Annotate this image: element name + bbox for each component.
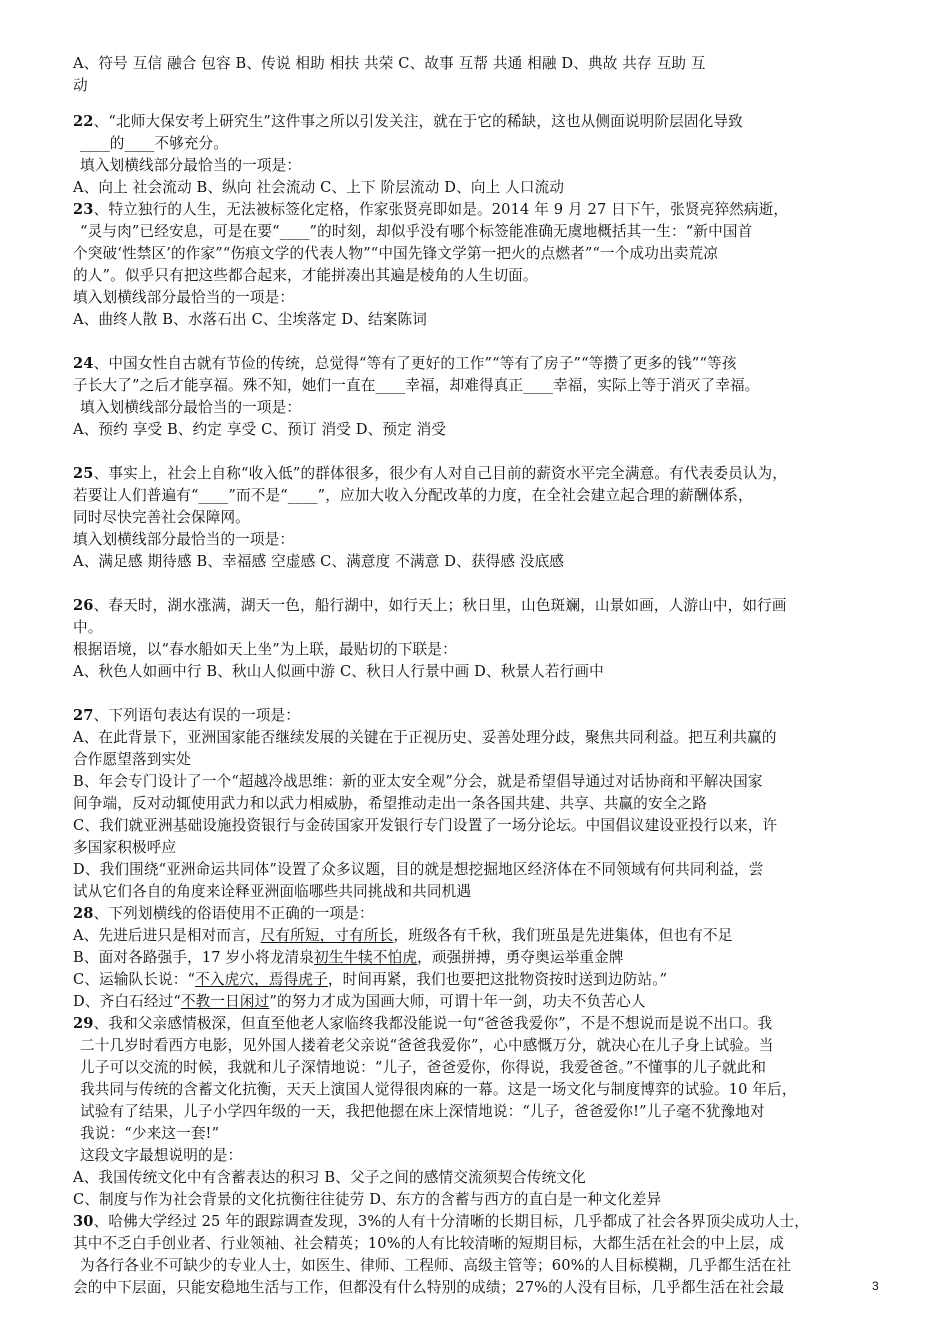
line-text: B、面对各路强手，17 岁小将龙清泉 — [73, 949, 314, 966]
text-line — [73, 1168, 586, 1188]
line-text: 、事实上，社会上自称“收入低”的群体很多，很少有人对自己目前的薪资水平完全满意。有代表委员认为， — [93, 465, 788, 482]
line-text: ____的____不够充分。 — [80, 135, 229, 152]
text-line — [73, 200, 788, 220]
text-line — [73, 178, 564, 198]
text-line — [73, 794, 707, 814]
text-line — [80, 134, 228, 154]
line-text: 这段文字最想说明的是： — [80, 1147, 243, 1164]
line-text: “灵与肉”已经安息，可是在要“____”的时刻，却似乎没有哪个标签能准确无虞地概括其一生：“新中国首 — [80, 223, 753, 240]
line-text: 、哈佛大学经过 25 年的跟踪调查发现，3%的人有十分清晰的长期目标，几乎都成了社会各界顶尖成功人士， — [93, 1213, 809, 1230]
text-line — [73, 244, 718, 264]
line-text: 多国家积极呼应 — [73, 839, 177, 856]
line-text: 的人”。似乎只有把这些都合起来，才能拼凑出其遍是棱角的人生切面。 — [73, 267, 538, 284]
text-line — [73, 1190, 661, 1210]
underlined-idiom: 初生牛犊不怕虎 — [313, 949, 418, 966]
text-line — [73, 1278, 784, 1298]
line-text: 其中不乏白手创业者、行业领袖、社会精英；10%的人有比较清晰的短期目标，大都生活在社会的中上层，成 — [73, 1235, 785, 1252]
text-line — [73, 354, 737, 374]
text-line — [73, 618, 103, 638]
line-text: ，顽强拼搏，勇夺奥运举重金牌 — [417, 949, 624, 966]
line-text: 会的中下层面，只能安稳地生活与工作，但都没有什么特别的成绩；27%的人没有目标，几乎都生活在社会最 — [73, 1279, 785, 1296]
line-text: 我说：“少来这一套!” — [80, 1125, 220, 1142]
line-text: 动 — [73, 77, 88, 94]
question-number: 26 — [73, 597, 94, 614]
text-line — [73, 464, 787, 484]
text-line — [73, 882, 471, 902]
text-line — [80, 1102, 765, 1122]
text-line — [80, 1080, 797, 1100]
line-text: A、曲终人散 B、水落石出 C、尘埃落定 D、结案陈词 — [73, 311, 427, 328]
text-line — [73, 948, 624, 968]
underlined-idiom: 尺有所短，寸有所长 — [260, 927, 394, 944]
line-text: 间争端，反对动辄使用武力和以武力相威胁，希望推动走出一条各国共建、共享、共赢的安全之路 — [73, 795, 707, 812]
line-text: 我共同与传统的含蓄文化抗衡，天天上演国人觉得很肉麻的一幕。这是一场文化与制度博弈的试验。10 年后， — [80, 1081, 797, 1098]
text-line — [73, 288, 294, 308]
line-text: 、春天时，湖水涨满，湖天一色，船行湖中，如行天上；秋日里，山色斑斓，山景如画，人游山中，如行画 — [93, 597, 787, 614]
text-line — [73, 640, 457, 660]
text-line — [73, 816, 777, 836]
text-line — [73, 310, 427, 330]
line-text: 、“北师大保安考上研究生”这件事之所以引发关注，就在于它的稀缺，这也从侧面说明阶层固化导致 — [93, 113, 743, 130]
text-line — [80, 156, 301, 176]
line-text: 填入划横线部分最恰当的一项是： — [73, 531, 295, 548]
question-number: 22 — [73, 113, 94, 130]
text-line — [80, 222, 752, 242]
line-text: 试验有了结果，儿子小学四年级的一天，我把他摁在床上深情地说：“儿子，爸爸爱你!”儿子毫不犹豫地对 — [80, 1103, 765, 1120]
text-line — [73, 838, 176, 858]
line-text: 若要让人们普遍有“____”而不是“____”，应加大收入分配改革的力度，在全社会建立起合理的薪酬体系， — [73, 487, 753, 504]
line-text: 试从它们各自的角度来诠释亚洲面临哪些共同挑战和共同机遇 — [73, 883, 472, 900]
line-text: 、特立独行的人生，无法被标签化定格，作家张贤亮即如是。2014 年 9 月 27 日下午，张贤亮猝然病逝， — [93, 201, 789, 218]
text-line — [73, 420, 446, 440]
line-text: A、我国传统文化中有含蓄表达的积习 B、父子之间的感情交流须契合传统文化 — [73, 1169, 586, 1186]
text-line — [80, 398, 301, 418]
line-text: 中。 — [73, 619, 103, 636]
question-number: 30 — [73, 1213, 94, 1230]
text-line — [73, 508, 250, 528]
text-line — [73, 772, 763, 792]
text-line — [73, 530, 294, 550]
text-line — [73, 1014, 772, 1034]
text-line — [73, 54, 706, 74]
line-text: A、满足感 期待感 B、幸福感 空虚感 C、满意度 不满意 D、获得感 没底感 — [73, 553, 565, 570]
line-text: A、向上 社会流动 B、纵向 社会流动 C、上下 阶层流动 D、向上 人口流动 — [73, 179, 565, 196]
page-number: 3 — [872, 1279, 879, 1293]
line-text: A、预约 享受 B、约定 享受 C、预订 消受 D、预定 消受 — [73, 421, 447, 438]
line-text: 同时尽快完善社会保障网。 — [73, 509, 250, 526]
text-line — [73, 662, 604, 682]
line-text: 、中国女性自古就有节俭的传统，总觉得“等有了更好的工作”“等有了房子”“等攒了更多的钱”“等孩 — [93, 355, 737, 372]
text-line — [73, 1234, 784, 1254]
line-text: A、符号 互信 融合 包容 B、传说 相助 相扶 共荣 C、故事 互帮 共通 相融 D、典故 共存 互助 互 — [73, 55, 706, 72]
text-line — [73, 112, 743, 132]
line-text: 、下列语句表达有误的一项是： — [93, 707, 301, 724]
line-text: A、秋色人如画中行 B、秋山人似画中游 C、秋日人行景中画 D、秋景人若行画中 — [73, 663, 604, 680]
text-line — [73, 926, 732, 946]
line-text: A、在此背景下，亚洲国家能否继续发展的关键在于正视历史、妥善处理分歧，聚焦共同利益。把互利共赢的 — [73, 729, 777, 746]
text-line — [80, 1058, 766, 1078]
question-number: 29 — [73, 1015, 94, 1032]
text-line — [73, 706, 300, 726]
line-text: 个突破‘性禁区’的作家”“伤痕文学的代表人物”“中国先锋文学第一把火的点燃者”“一个成功出卖荒凉 — [73, 245, 718, 262]
question-number: 23 — [73, 201, 94, 218]
line-text: 二十几岁时看西方电影，见外国人搂着老父亲说“爸爸我爱你”，心中感慨万分，就决心在儿子身上试验。当 — [80, 1037, 774, 1054]
line-text: 根据语境，以“春水船如天上坐”为上联，最贴切的下联是： — [73, 641, 457, 658]
question-number: 28 — [73, 905, 94, 922]
text-line — [73, 904, 374, 924]
text-line — [73, 992, 646, 1012]
text-line — [73, 596, 787, 616]
text-line — [73, 486, 753, 506]
line-text: C、制度与作为社会背景的文化抗衡往往徒劳 D、东方的含蓄与西方的直白是一种文化差异 — [73, 1191, 662, 1208]
line-text: 填入划横线部分最恰当的一项是： — [80, 399, 302, 416]
text-line — [73, 1212, 809, 1232]
line-text: 子长大了”之后才能享福。殊不知，她们一直在____幸福，却难得真正____幸福，实际上等于消灭了幸福。 — [73, 377, 760, 394]
line-text: 、我和父亲感情极深，但直至他老人家临终我都没能说一句“爸爸我爱你”，不是不想说而是说不出口。我 — [93, 1015, 773, 1032]
line-text: 填入划横线部分最恰当的一项是： — [73, 289, 295, 306]
line-text: C、运输队长说：“ — [73, 971, 196, 988]
line-text: C、我们就亚洲基础设施投资银行与金砖国家开发银行专门设置了一场分论坛。中国倡议建设亚投行以来，许 — [73, 817, 778, 834]
text-line — [80, 1124, 219, 1144]
question-number: 27 — [73, 707, 94, 724]
text-line — [73, 750, 191, 770]
underlined-idiom: 不入虎穴，焉得虎子 — [195, 971, 328, 988]
line-text: D、齐白石经过“ — [73, 993, 181, 1010]
question-number: 24 — [73, 355, 94, 372]
text-line — [73, 860, 764, 880]
line-text: 、下列划横线的俗语使用不正确的一项是： — [93, 905, 374, 922]
line-text: B、年会专门设计了一个“超越冷战思维：新的亚太安全观”分会，就是希望倡导通过对话协商和平解决国家 — [73, 773, 763, 790]
text-line — [73, 266, 538, 286]
text-line — [73, 376, 759, 396]
text-line — [73, 728, 777, 748]
text-line — [73, 76, 88, 96]
line-text: ，时间再紧，我们也要把这批物资按时送到边防站。” — [327, 971, 668, 988]
question-number: 25 — [73, 465, 94, 482]
text-line — [80, 1146, 242, 1166]
line-text: 为各行各业不可缺少的专业人士，如医生、律师、工程师、高级主管等；60%的人目标模糊，几乎都生活在社 — [80, 1257, 792, 1274]
text-line — [73, 970, 667, 990]
text-line — [80, 1036, 773, 1056]
line-text: ”的努力才成为国画大师，可谓十年一剑，功夫不负苦心人 — [269, 993, 646, 1010]
line-text: ，班级各有千秋，我们班虽是先进集体，但也有不足 — [393, 927, 733, 944]
text-line — [73, 552, 564, 572]
text-line — [80, 1256, 791, 1276]
underlined-idiom: 不教一日闲过 — [180, 993, 270, 1010]
line-text: 填入划横线部分最恰当的一项是： — [80, 157, 302, 174]
line-text: D、我们围绕“亚洲命运共同体”设置了众多议题，目的就是想挖掘地区经济体在不同领域有何共同利益，尝 — [73, 861, 764, 878]
line-text: 儿子可以交流的时候，我就和儿子深情地说：“儿子，爸爸爱你，你得说，我爱爸爸。”不懂事的儿子就此和 — [80, 1059, 767, 1076]
line-text: A、先进后进只是相对而言， — [73, 927, 261, 944]
line-text: 合作愿望落到实处 — [73, 751, 191, 768]
